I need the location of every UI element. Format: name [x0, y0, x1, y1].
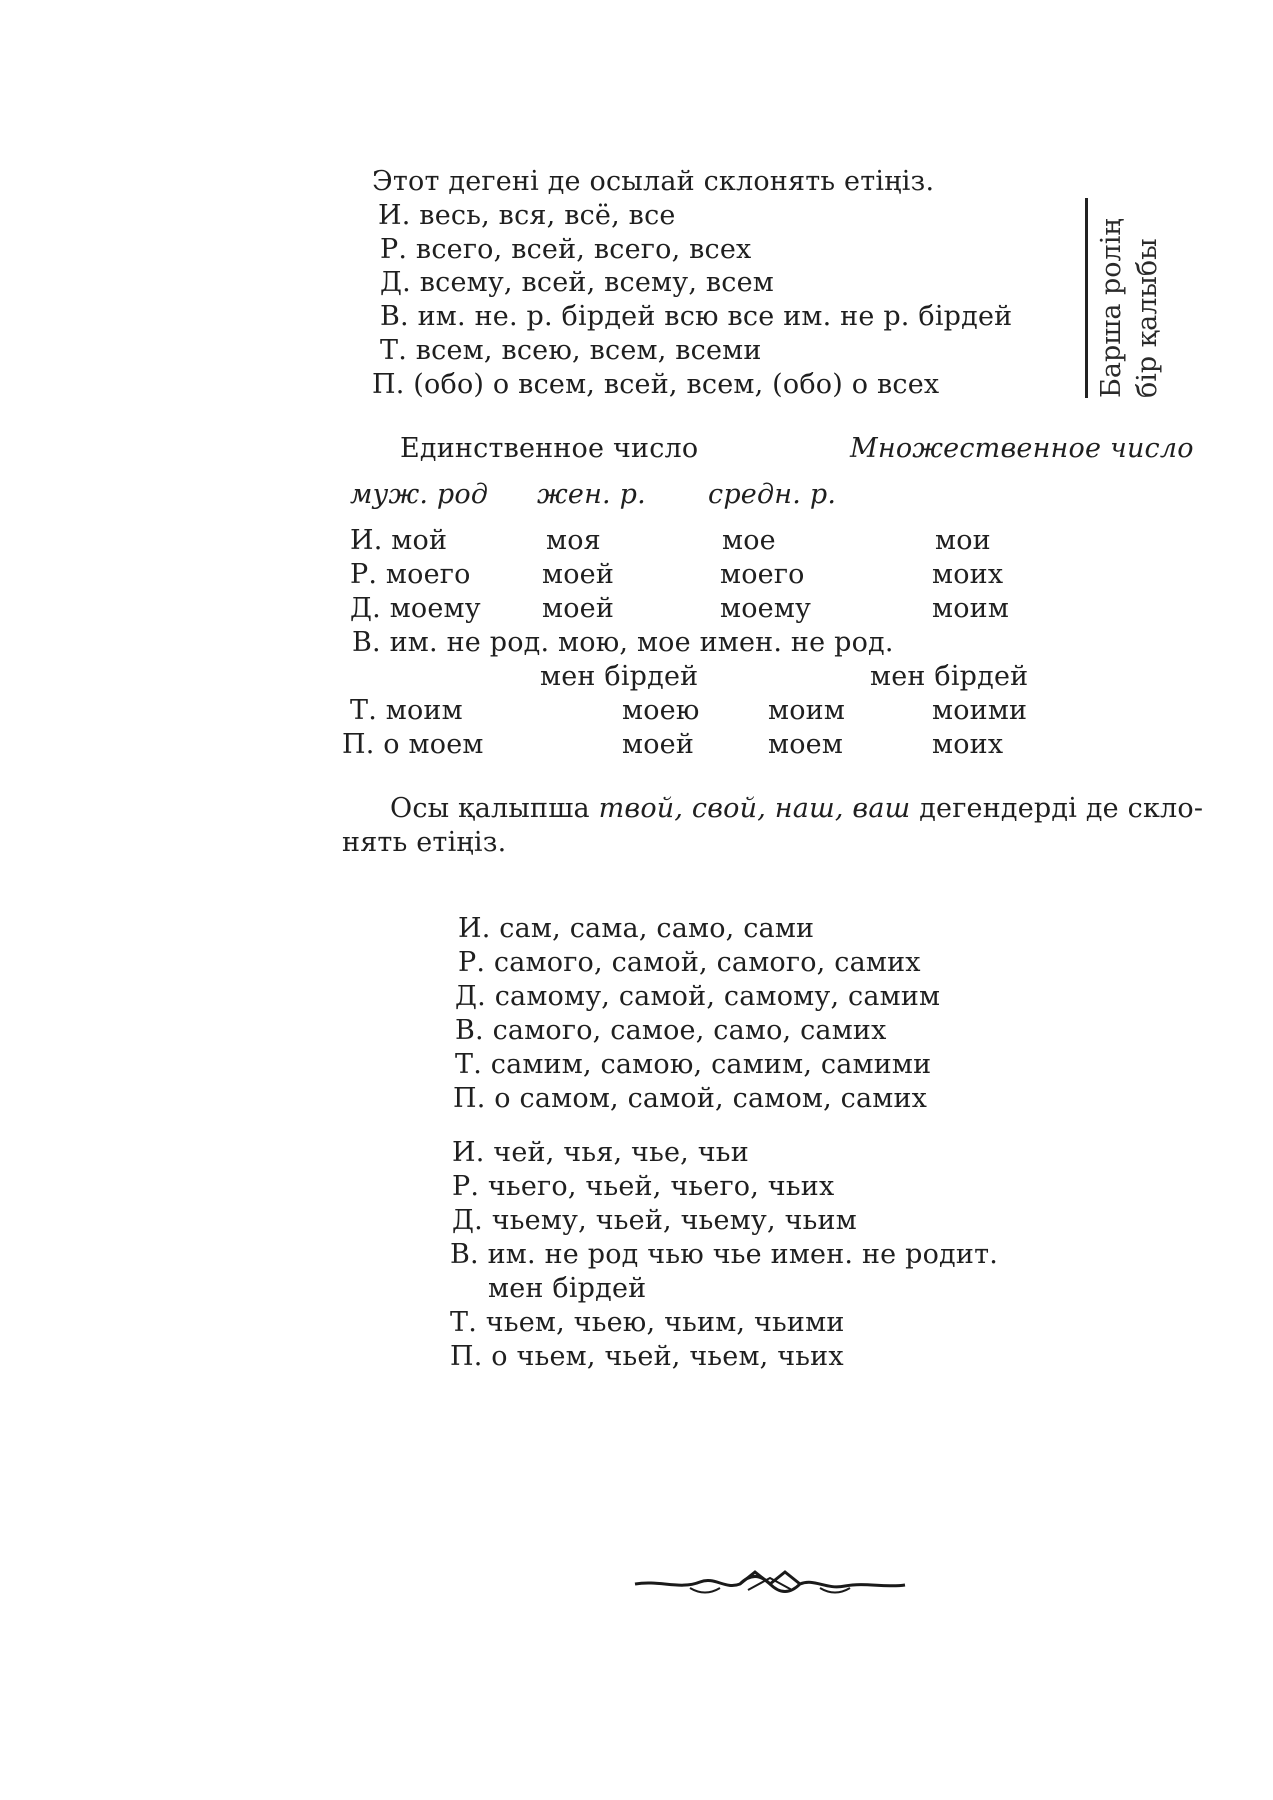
table-v-sub-plural: мен бірдей — [870, 661, 1029, 692]
table-cell: Р. моего — [350, 559, 471, 590]
section3-line-3: Д. чьему, чьей, чьему, чьим — [452, 1205, 857, 1236]
section1-line-4: В. им. не. р. бірдей всю все им. не р. бірдей — [380, 301, 1013, 332]
table-cell: П. о моем — [342, 729, 484, 760]
note-italic-words: твой, свой, наш, ваш — [598, 793, 911, 824]
section3-line-4: В. им. не род чью чье имен. не родит. — [450, 1239, 998, 1270]
table-cell: моя — [546, 525, 601, 556]
section3-line-2: Р. чьего, чьей, чьего, чьих — [452, 1171, 835, 1202]
note-line-2: нять етіңіз. — [342, 827, 507, 858]
section1-line-6: П. (обо) о всем, всей, всем, (обо) о всех — [372, 369, 940, 400]
table-cell: моему — [720, 593, 812, 624]
gender-feminine: жен. р. — [537, 479, 646, 510]
note-prefix: Осы қалыпша — [390, 793, 599, 824]
section2-line-2: Р. самого, самой, самого, самих — [458, 947, 921, 978]
section3-line-1: И. чей, чья, чье, чьи — [452, 1137, 749, 1168]
gender-masculine: муж. род — [350, 479, 489, 510]
section2-line-4: В. самого, самое, само, самих — [455, 1015, 887, 1046]
section1-line-2: Р. всего, всей, всего, всех — [380, 234, 752, 265]
section3-line-6: Т. чьем, чьею, чьим, чьими — [450, 1307, 845, 1338]
table-cell: Т. моим — [350, 695, 463, 726]
side-note — [1085, 198, 1178, 398]
table-v-sub-singular: мен бірдей — [540, 661, 699, 692]
section2-line-6: П. о самом, самой, самом, самих — [453, 1083, 928, 1114]
table-cell: И. мой — [350, 525, 448, 556]
header-plural: Множественное число — [850, 433, 1194, 464]
table-cell: моей — [622, 729, 695, 760]
ornament-flourish-icon — [630, 1560, 910, 1610]
note-line-1 — [390, 792, 1203, 826]
table-cell: Д. моему — [350, 593, 481, 624]
table-cell: моих — [932, 729, 1004, 760]
table-cell: моим — [768, 695, 846, 726]
table-cell: моем — [768, 729, 844, 760]
section3-line-7: П. о чьем, чьей, чьем, чьих — [450, 1341, 844, 1372]
header-singular: Единственное число — [400, 433, 699, 464]
table-cell: моего — [720, 559, 805, 590]
section2-line-1: И. сам, сама, само, сами — [458, 913, 815, 944]
gender-neuter: средн. р. — [708, 479, 837, 510]
table-cell: моими — [932, 695, 1028, 726]
table-cell: мое — [722, 525, 776, 556]
section1-line-3: Д. всему, всей, всему, всем — [380, 267, 774, 298]
section1-line-5: Т. всем, всею, всем, всеми — [380, 335, 762, 366]
section1-intro: Этот дегені де осылай склонять етіңіз. — [372, 166, 935, 197]
note-suffix: дегендерді де скло- — [910, 793, 1204, 824]
section1-line-1: И. весь, вся, всё, все — [378, 200, 676, 231]
table-cell: моей — [542, 559, 615, 590]
table-v-line: В. им. не род. мою, мое имен. не род. — [352, 627, 894, 658]
side-note-line-1: Барша ролің — [1096, 218, 1127, 398]
table-cell: моею — [622, 695, 700, 726]
section3-line-5: мен бірдей — [488, 1273, 647, 1304]
side-note-line-2: бір қалыбы — [1132, 238, 1163, 398]
section2-line-5: Т. самим, самою, самим, самими — [455, 1049, 932, 1080]
table-cell: моей — [542, 593, 615, 624]
table-cell: мои — [935, 525, 991, 556]
table-cell: моим — [932, 593, 1010, 624]
table-cell: моих — [932, 559, 1004, 590]
section2-line-3: Д. самому, самой, самому, самим — [455, 981, 941, 1012]
